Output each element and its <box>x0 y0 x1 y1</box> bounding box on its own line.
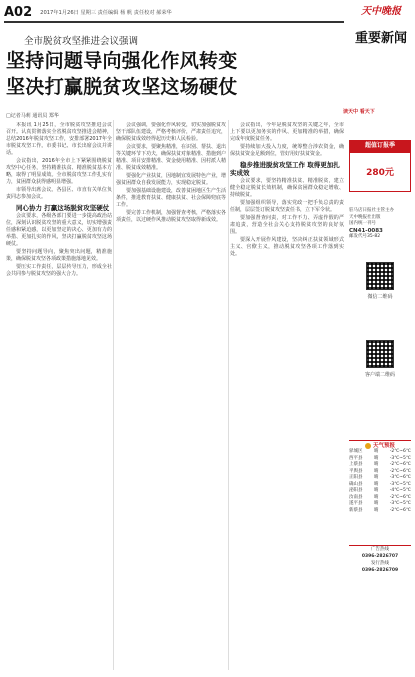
column-subheading: 同心协力 打赢这场脱贫攻坚硬仗 <box>16 204 110 212</box>
article-column-2 <box>116 122 226 670</box>
paragraph: 本报讯 1月25日，全市脱贫攻坚推进会议召开。认真贯彻落实全省脱贫攻坚推进会精神，总结2016年脱贫攻坚工作，安排部署2017年全市脱贫攻坚工作。市委书记、市长出席会议并讲话。 <box>6 122 112 156</box>
weather-cell: 晴 <box>373 475 379 480</box>
sidebar-tagline: 读天中 看天下 <box>343 109 375 115</box>
section-title: 重要新闻 <box>354 31 407 46</box>
weather-panel <box>349 440 411 530</box>
paragraph: 会议要求，要坚持精准扶贫、精准脱贫，建立健全稳定脱贫长效机制，确保贫困群众稳定增收、持续脱贫。 <box>230 178 344 198</box>
paragraph: 要坚持问题导向，聚焦突出问题，精准施策，确保脱贫攻坚各项政策措施落地见效。 <box>6 249 112 262</box>
contact-number: 0396-2826707 <box>361 554 399 559</box>
weather-title-text: 天气预报 <box>372 443 395 449</box>
weather-cell: 泌阳县 <box>349 488 363 493</box>
weather-cell: 晴 <box>373 468 379 474</box>
paragraph: 会议要求，要聚焦精准，在识别、帮扶、退出等关键环节下功夫，确保扶贫对象精准、措施到户精准、项目安排精准、资金使用精准、因村派人精准、脱贫成效精准。 <box>116 144 226 171</box>
weather-row <box>349 508 411 515</box>
paragraph: 会议指出，今年是脱贫攻坚的关键之年，全市上下要以更加务实的作风、更加精准的举措，确保完成年度脱贫任务。 <box>230 122 344 142</box>
weather-cell: -2℃~6℃ <box>389 494 411 500</box>
paragraph: 要压实工作责任，层层传导压力，形成全社会共同参与脱贫攻坚的强大合力。 <box>6 264 112 277</box>
weather-cell: 晴 <box>373 494 379 500</box>
paragraph: 要完善工作机制，加强督查考核，严格落实各项责任，以过硬作风推动脱贫攻坚取得新成效。 <box>116 210 226 223</box>
column-divider <box>228 120 229 670</box>
weather-cell: 晴 <box>373 481 379 487</box>
paragraph: 要持续加大投入力度，统筹整合涉农资金，确保扶贫资金足额到位，管好用好扶贫资金。 <box>230 144 344 157</box>
paragraph: 市领导出席会议。各县区、市直有关单位负责同志参加会议。 <box>6 187 112 200</box>
weather-cell: 晴 <box>373 501 379 506</box>
paragraph: 会议要求，各级各部门要进一步提高政治站位，深刻认识脱贫攻坚的重大意义，切实增强责任感和紧迫感，以更加坚定的决心、更加有力的举措、更加扎实的作风，坚决打赢脱贫攻坚这场硬仗。 <box>6 213 112 247</box>
column-subheading: 稳步推进脱贫攻坚工作 取得更加扎实成效 <box>230 161 340 177</box>
info-line: 天中晚报社出版 <box>349 214 381 220</box>
article-title-line2: 坚决打赢脱贫攻坚这场硬仗 <box>6 76 238 98</box>
promo-price: 280元 <box>366 168 394 178</box>
weather-cell: 上蔡县 <box>349 462 363 467</box>
contact-label: 发行热线 <box>371 561 389 566</box>
app-qr-code <box>366 340 394 368</box>
weather-cell: -3℃~5℃ <box>389 481 411 487</box>
weather-cell: -4℃~5℃ <box>389 488 411 493</box>
article-byline: □记者马莉 通讯员 郑华 <box>6 113 59 119</box>
paragraph: 要加强督查问责，对工作不力、弄虚作假的严肃追责，营造全社会关心支持脱贫攻坚的良好氛围。 <box>230 215 344 235</box>
article-column-3 <box>230 122 344 670</box>
dateline: 2017年1月26日 星期三 责任编辑 杨 帆 责任校对 郝荣华 <box>40 9 172 16</box>
paragraph: 要深入开展作风建设，坚决纠正扶贫领域形式主义、官僚主义，推动脱贫攻坚各项工作落到实处。 <box>230 237 344 257</box>
weather-cell: -2℃~6℃ <box>389 468 411 474</box>
weather-cell: 晴 <box>373 455 379 461</box>
weather-cell: 新蔡县 <box>349 507 363 513</box>
info-line: 邮发代号35-82 <box>349 234 381 239</box>
contact-label: 广告热线 <box>371 547 389 552</box>
masthead-logo: 天中晚报 <box>361 6 401 17</box>
weather-cell: 遂平县 <box>349 501 363 506</box>
article-title-line1: 坚持问题导向强化作风转变 <box>6 50 238 72</box>
weather-cell: -3℃~6℃ <box>389 475 411 480</box>
column-divider <box>113 120 114 670</box>
publisher-info <box>349 208 411 241</box>
wechat-qr-code <box>366 262 394 290</box>
qr-label: 客户端二维码 <box>364 372 395 378</box>
info-line: CN41-0083 <box>349 227 383 234</box>
weather-cell: -2℃~6℃ <box>389 449 411 454</box>
weather-cell: -2℃~6℃ <box>389 507 411 513</box>
header-rule <box>4 21 344 23</box>
weather-cell: 正阳县 <box>349 475 363 480</box>
paragraph: 会议强调，要强化作风转变，切实加强脱贫攻坚干部队伍建设，严格考核评价，严肃责任追究，确保脱贫成效经得起历史和人民检验。 <box>116 122 226 142</box>
page-header <box>4 5 344 19</box>
weather-cell: -2℃~6℃ <box>389 462 411 467</box>
sun-icon <box>365 443 371 449</box>
promo-banner: 超值订报季 <box>349 140 411 152</box>
page-number: A02 <box>4 4 33 20</box>
weather-cell: 驿城区 <box>349 449 363 454</box>
weather-cell: 确山县 <box>349 481 363 487</box>
info-line: 国内统一刊号 <box>349 221 376 226</box>
weather-cell: -3℃~5℃ <box>389 501 411 506</box>
contact-panel <box>349 545 411 574</box>
paragraph: 要加强组织领导，落实党政一把手负总责的责任制，层层签订脱贫攻坚责任书，立下军令状。 <box>230 200 344 213</box>
weather-cell: -3℃~5℃ <box>389 455 411 461</box>
article-column-1 <box>6 122 112 670</box>
paragraph: 要强化产业扶贫，因地制宜发展特色产业，增强贫困群众自我发展能力，实现稳定脱贫。 <box>116 173 226 186</box>
article-subhead: 全市脱贫攻坚推进会议强调 <box>24 36 139 47</box>
weather-cell: 晴 <box>373 462 379 467</box>
weather-cell: 晴 <box>373 507 379 513</box>
contact-number: 0396-2826709 <box>361 568 399 573</box>
weather-cell: 平舆县 <box>349 468 363 474</box>
qr-label: 微信二维码 <box>367 294 393 300</box>
paragraph: 要加强基础设施建设，改善贫困地区生产生活条件，推进教育扶贫、健康扶贫、社会保障兜底等工作。 <box>116 188 226 208</box>
paragraph: 会议指出，2016年全市上下紧紧围绕脱贫攻坚中心任务，坚持精准扶贫、精准脱贫基本方略，取得了明显成效。全市脱贫攻坚工作扎实有力，贫困群众获得感明显增强。 <box>6 158 112 185</box>
weather-list <box>349 449 411 514</box>
promo-price-box <box>349 152 411 192</box>
info-line: 驻马店日报社主管主办 <box>349 208 394 213</box>
weather-cell: 晴 <box>373 488 379 493</box>
weather-cell: 晴 <box>373 449 379 454</box>
weather-cell: 汝南县 <box>349 494 363 500</box>
weather-cell: 西平县 <box>349 455 363 461</box>
weather-title <box>349 441 411 449</box>
